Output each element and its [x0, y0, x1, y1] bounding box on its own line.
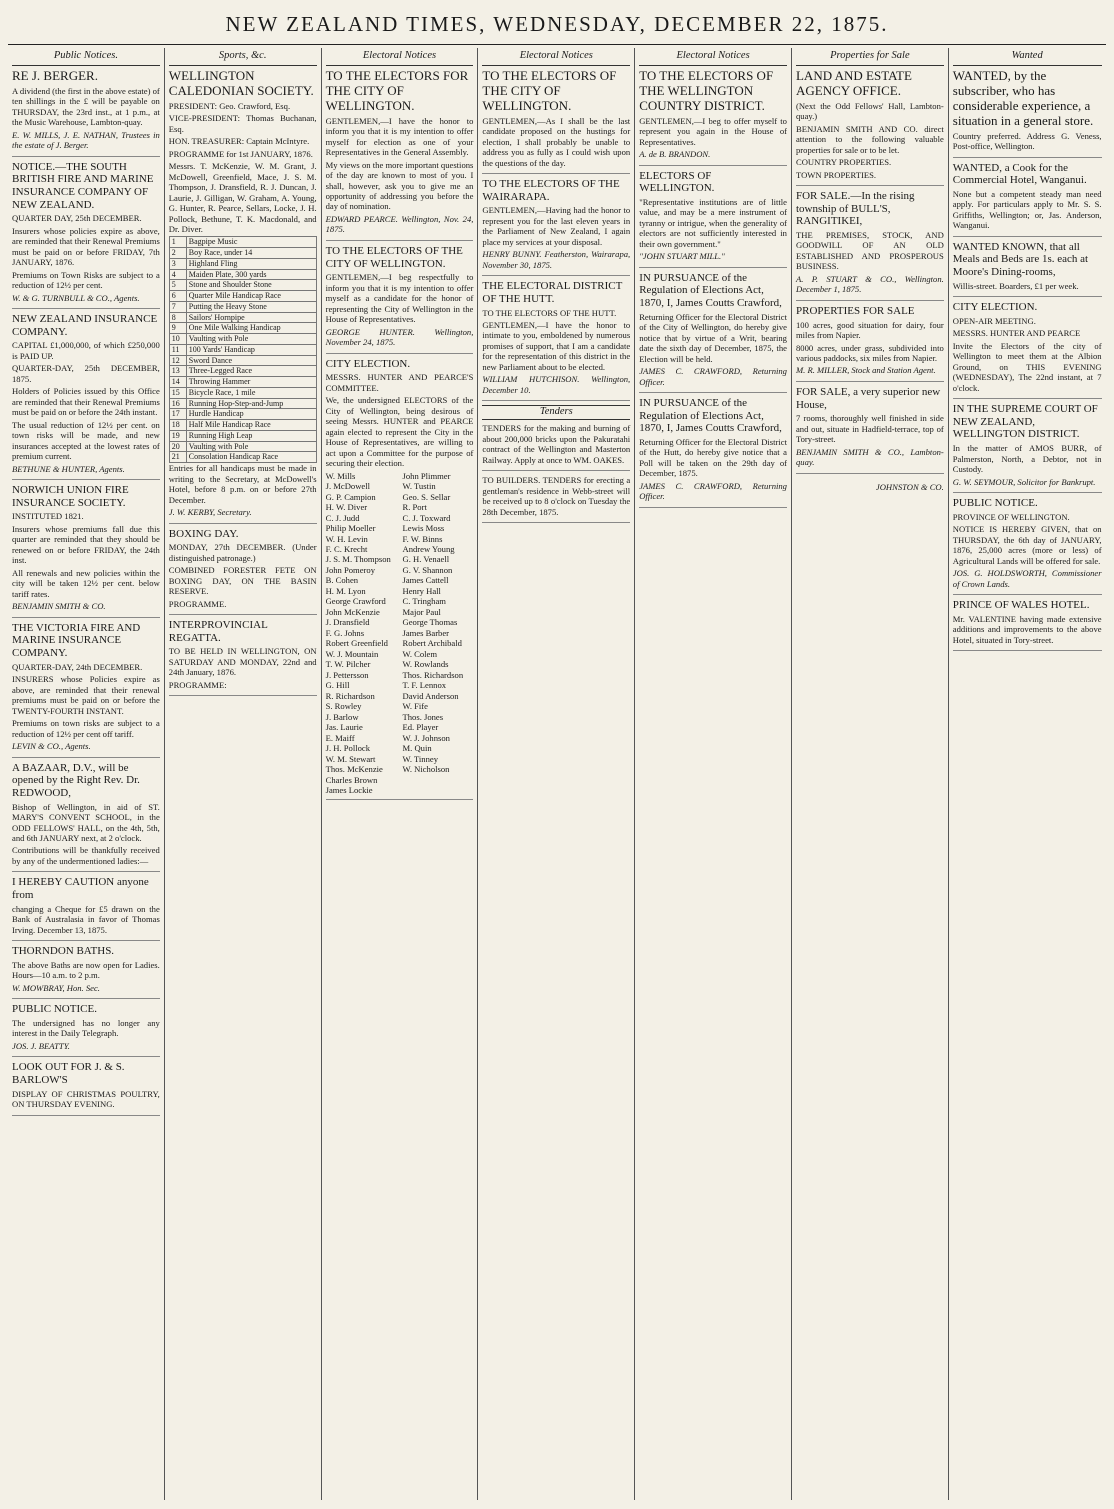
advertisement [169, 528, 317, 616]
advertisement [953, 301, 1102, 399]
committee-member: Thos. McKenzie [325, 764, 383, 775]
event-name: Running Hop-Step-and-Jump [186, 398, 316, 409]
advertisement-text: QUARTER DAY, 25th DECEMBER. [12, 213, 142, 224]
advertisement [12, 945, 160, 999]
advertisement-text: PROGRAMME. [168, 598, 227, 609]
committee-member: W. Fife [402, 701, 428, 712]
advertisement-text: Premiums on Town Risks are subject to a reduction of 12½ per cent. [12, 269, 160, 291]
signature: EDWARD PEARCE. Wellington, Nov. 24, 1875. [325, 213, 474, 235]
advertisement [639, 272, 787, 393]
committee-member: R. Port [402, 502, 427, 513]
committee-member: Lewis Moss [402, 523, 445, 534]
advertisement-text: My views on the more important questions of the day are known to most of you. I shall, however, ask you to give me an opportunity of addressing you before the day of nomination. [325, 159, 474, 212]
advertisement-text: TENDERS for the making and burning of about 200,000 bricks upon the Pakuratahi contract of the Wellington and Masterton Railway. Apply at once to WM. OAKES. [482, 423, 631, 465]
advertisement-title: PUBLIC NOTICE. [12, 1003, 97, 1016]
advertisement-text: VICE-PRESIDENT: Thomas Buchanan, Esq. [168, 113, 317, 134]
committee-member: Jas. Laurie [325, 722, 363, 733]
advertisement [12, 762, 160, 873]
event-name: Vaulting with Pole [186, 334, 316, 345]
column-4 [478, 48, 635, 1500]
advertisement-text: PRESIDENT: Geo. Crawford, Esq. [168, 100, 291, 111]
committee-member: J. H. Pollock [325, 743, 370, 754]
advertisement-title: TO THE ELECTORS OF THE WAIRARAPA. [482, 178, 620, 203]
column-7 [949, 48, 1106, 1500]
newspaper-columns [8, 48, 1106, 1500]
signature: G. W. SEYMOUR, Solicitor for Bankrupt. [952, 476, 1096, 487]
advertisement-text: Invite the Electors of the city of Wellington to meet them at the Albion Ground, on THIS EVENING (WEDNESDAY), The 22nd instant, at 7 o'clock. [952, 340, 1102, 393]
committee-names [326, 471, 474, 796]
advertisement-text: GENTLEMEN,—I have the honor to intimate to you, emboldened by numerous promises of support, that I am a candidate for the representation of this district in the new Parliament about to be elected. [482, 319, 631, 372]
committee-member: Robert Greenfield [325, 638, 388, 649]
advertisement-text: None but a competent steady man need apply. For particulars apply to Mr. S. S. Griffiths, Wellington; or, Jas. Anderson, Wanganui. [952, 188, 1102, 231]
signature: JAMES C. CRAWFORD, Returning Officer. [639, 480, 787, 502]
committee-member: G. P. Campion [325, 491, 376, 502]
event-name: Boy Race, under 14 [186, 248, 316, 259]
event-number: 20 [169, 441, 186, 452]
advertisement-text: Insurers whose premiums fall due this quarter are reminded that they should be renewed on or before FRIDAY, the 24th inst. [12, 523, 160, 566]
event-name: Consolation Handicap Race [186, 452, 316, 463]
advertisement [482, 280, 630, 401]
committee-member: Philip Moeller [325, 523, 376, 534]
advertisement-text: Insurers whose policies expire as above, are reminded that their Renewal Premiums must be paid on or before FRIDAY, 7th JANUARY, 1876. [12, 225, 160, 268]
event-number: 10 [169, 334, 186, 345]
advertisement [12, 313, 160, 480]
committee-member: W. Mills [325, 470, 356, 481]
event-number: 2 [169, 248, 186, 259]
committee-member: W. J. Mountain [325, 648, 379, 659]
advertisement [953, 497, 1102, 595]
committee-member: J. Pettersson [325, 669, 369, 680]
signature: LEVIN & CO., Agents. [12, 741, 91, 752]
advertisement-title: WANTED, by the subscriber, who has considerable experience, a situation in a general store. [952, 67, 1094, 128]
committee-member: John Pomeroy [325, 564, 376, 575]
advertisement-title: LOOK OUT FOR J. & S. BARLOW'S [12, 1061, 125, 1086]
advertisement-text: We, the undersigned ELECTORS of the City of Wellington, being desirous of seeing Messrs. HUNTER and PEARCE again elected to represent the City in the House of Representatives, are willing to act upon a Committee for the purpose of securing their election. [325, 395, 474, 469]
committee-member: W. Colem [402, 648, 438, 659]
column-heading: Electoral Notices [326, 48, 474, 66]
advertisement-title: IN PURSUANCE of the Regulation of Elections Act, 1870, I, James Coutts Crawford, [639, 271, 782, 310]
advertisement-text: Contributions will be thankfully received by any of the undermentioned ladies:— [12, 845, 160, 866]
event-number: 13 [169, 366, 186, 377]
advertisement-text: CAPITAL £1,000,000, of which £250,000 is PAID UP. [12, 340, 160, 361]
advertisement-text: INSTITUTED 1821. [12, 511, 84, 522]
advertisement-text: In the matter of AMOS BURR, of Palmerston, North, a Debtor, not in Custody. [952, 443, 1102, 475]
signature: JOS. G. HOLDSWORTH, Commissioner of Crown Lands. [952, 568, 1102, 589]
signature: BENJAMIN SMITH & CO., Lambton-quay. [795, 446, 944, 468]
advertisement-text: Holders of Policies issued by this Office are reminded that their Renewal Premiums must be paid on or before the 24th instant. [12, 386, 160, 418]
event-name: Stone and Shoulder Stone [186, 280, 316, 291]
committee-member: T. F. Lennox [402, 680, 447, 691]
event-name: Running High Leap [186, 430, 316, 441]
event-name: Throwing Hammer [186, 377, 316, 388]
column-6 [792, 48, 949, 1500]
advertisement-text: Returning Officer for the Electoral District of the City of Wellington, do hereby give notice that by virtue of a Writ, bearing date the sixth day of December, 1875, the Election will be held. [639, 311, 787, 364]
event-name: Bagpipe Music [186, 237, 316, 248]
advertisement-text: Willis-street. Boarders, £1 per week. [952, 280, 1079, 291]
committee-member: G. V. Shannon [402, 564, 453, 575]
signature: J. W. KERBY, Secretary. [168, 507, 252, 518]
committee-member: G. H. Venaell [402, 554, 450, 565]
advertisement [796, 386, 944, 474]
advertisement [12, 1061, 160, 1115]
advertisement-title: TO THE ELECTORS OF THE WELLINGTON COUNTRY DISTRICT. [639, 67, 774, 113]
event-number: 1 [169, 237, 186, 248]
column-5 [635, 48, 792, 1500]
advertisement-text: 100 acres, good situation for dairy, four miles from Napier. [795, 319, 944, 341]
committee-member: J. Barlow [325, 711, 359, 722]
event-number: 11 [169, 344, 186, 355]
officers-list: Messrs. T. McKenzie, W. M. Grant, J. McDowell, Greenfield, Mace, J. S. M. Thompson, J. Dransfield, R. J. Duncan, J. Laurie, J. Gilligan, W. Graham, A. Young, G. Hunter, R. Pearce, Sellars, Locke, J. H. Pollock, Bethune, T. K. Macdonald, and Dr. Diver. [168, 161, 317, 234]
advertisement-title: PROPERTIES FOR SALE [795, 304, 915, 317]
event-number: 4 [169, 269, 186, 280]
advertisement-title: CITY ELECTION. [952, 301, 1038, 314]
committee-member: Major Paul [402, 606, 441, 617]
advertisement-text: THE PREMISES, STOCK, AND GOODWILL OF AN OLD ESTABLISHED AND PROSPEROUS BUSINESS. [795, 229, 944, 272]
signature: W. & G. TURNBULL & CO., Agents. [12, 292, 140, 303]
event-number: 14 [169, 377, 186, 388]
event-name: Hurdle Handicap [186, 409, 316, 420]
committee-member: George Thomas [402, 617, 458, 628]
event-name: Putting the Heavy Stone [186, 301, 316, 312]
advertisement-text: changing a Cheque for £5 drawn on the Bank of Australasia in favor of Thomas Irving. December 13, 1875. [12, 903, 160, 935]
advertisement [12, 622, 160, 758]
signature: W. MOWBRAY, Hon. Sec. [12, 982, 100, 993]
names-left [326, 471, 397, 796]
committee-member: W. M. Stewart [325, 753, 376, 764]
advertisement-text: COUNTRY PROPERTIES. [795, 157, 892, 168]
advertisement [796, 305, 944, 382]
advertisement-title: CITY ELECTION. [325, 357, 411, 370]
event-name: Sailors' Hornpipe [186, 312, 316, 323]
committee-member: Charles Brown [325, 774, 378, 785]
advertisement-text: BENJAMIN SMITH AND CO. direct attention to the following valuable properties for sale or to be let. [795, 123, 944, 155]
committee-member: G. Hill [325, 680, 350, 691]
committee-member: James Lockie [325, 785, 373, 796]
advertisement-text: HON. TREASURER: Captain McIntyre. [168, 136, 310, 147]
column-heading: Electoral Notices [639, 48, 787, 66]
event-number: 16 [169, 398, 186, 409]
advertisement-title: BOXING DAY. [168, 527, 239, 540]
advertisement-title: LAND AND ESTATE AGENCY OFFICE. [795, 67, 912, 98]
advertisement-title: TO THE ELECTORS FOR THE CITY OF WELLINGTON. [325, 67, 469, 113]
committee-member: John Plimmer [402, 470, 451, 481]
signature: "JOHN STUART MILL." [639, 251, 725, 262]
advertisement-title: NORWICH UNION FIRE INSURANCE SOCIETY. [12, 484, 129, 509]
advertisement [953, 403, 1102, 493]
advertisement-title: RE J. BERGER. [12, 67, 98, 83]
advertisement-text: MESSRS. HUNTER AND PEARCE [952, 328, 1081, 339]
advertisement-title: THORNDON BATHS. [12, 945, 115, 958]
event-number: 21 [169, 452, 186, 463]
advertisement-text: MESSRS. HUNTER AND PEARCE'S COMMITTEE. [325, 372, 474, 393]
advertisement-text: OPEN-AIR MEETING. [952, 315, 1036, 326]
advertisement [639, 69, 787, 166]
committee-member: Thos. Richardson [402, 669, 464, 680]
committee-member: F. C. Krecht [325, 544, 368, 554]
column-1 [8, 48, 165, 1500]
signature: JAMES C. CRAWFORD, Returning Officer. [639, 366, 787, 387]
advertisement-text: COMBINED FORESTER FETE ON BOXING DAY, ON THE BASIN RESERVE. [168, 565, 317, 597]
signature: BETHUNE & HUNTER, Agents. [12, 463, 125, 474]
column-heading: Electoral Notices [482, 48, 630, 66]
event-number: 12 [169, 355, 186, 366]
event-name: 100 Yards' Handicap [186, 344, 316, 355]
advertisement-text: PROVINCE OF WELLINGTON. [952, 511, 1070, 522]
advertisement [953, 241, 1102, 297]
event-number: 18 [169, 420, 186, 431]
advertisement [12, 484, 160, 618]
advertisement-title: I HEREBY CAUTION anyone from [12, 876, 149, 902]
signature: JOHNSTON & CO. [875, 482, 944, 493]
events-table [169, 236, 317, 463]
column-2 [165, 48, 322, 1500]
advertisement-text: PROGRAMME: [168, 679, 227, 690]
committee-member: C. J. Toxward [402, 512, 451, 523]
column-heading: Wanted [953, 48, 1102, 66]
advertisement [796, 190, 944, 301]
signature: BENJAMIN SMITH & CO. [12, 601, 106, 612]
signature: JOS. J. BEATTY. [12, 1040, 70, 1051]
advertisement [12, 1003, 160, 1057]
committee-member: J. S. M. Thompson [325, 554, 391, 565]
section-label: Tenders [482, 405, 630, 420]
advertisement [326, 69, 474, 241]
advertisement-title: TO THE ELECTORS OF THE CITY OF WELLINGTON. [482, 67, 617, 113]
advertisement-text: Bishop of Wellington, in aid of ST. MARY'S CONVENT SCHOOL, in the ODD FELLOWS' HALL, on the 4th, 5th, and 6th JANUARY next, at 2 o'clock. [12, 801, 160, 843]
advertisement [482, 475, 630, 523]
committee-member: W. Rowlands [402, 659, 449, 670]
advertisement-text: QUARTER-DAY, 25th DECEMBER, 1875. [12, 363, 160, 384]
signature: E. W. MILLS, J. E. NATHAN, Trustees in the estate of J. Berger. [12, 129, 160, 151]
signature: GEORGE HUNTER. Wellington, November 24, 1875. [325, 326, 474, 348]
committee-member: Ed. Player [402, 722, 439, 733]
committee-member: J. McDowell [325, 481, 370, 492]
advertisement-title: NOTICE.—THE SOUTH BRITISH FIRE AND MARINE INSURANCE COMPANY OF NEW ZEALAND. [12, 160, 154, 211]
advertisement-text: MONDAY, 27th DECEMBER. (Under distinguished patronage.) [168, 542, 317, 563]
advertisement-title: ELECTORS OF WELLINGTON. [639, 169, 715, 195]
advertisement-text: A dividend (the first in the above estate) of ten shillings in the £ will be payable on THURSDAY, the 23rd inst., at 1 p.m., at the Music Warehouse, Lambton-quay. [12, 85, 160, 128]
advertisement [169, 619, 317, 696]
committee-member: Thos. Jones [402, 711, 444, 722]
advertisement-title: NEW ZEALAND INSURANCE COMPANY. [12, 313, 158, 338]
advertisement [953, 69, 1102, 158]
committee-member: W. H. Levin [325, 533, 368, 544]
advertisement-title: INTERPROVINCIAL REGATTA. [168, 619, 268, 644]
committee-member: John McKenzie [325, 606, 380, 617]
committee-member: George Crawford [325, 596, 386, 607]
advertisement-text: GENTLEMEN,—As I shall be the last candidate proposed on the hustings for election, I shall probably be unable to address you as fully as I could wish upon the questions of the day. [482, 115, 631, 168]
signature: A. P. STUART & CO., Wellington. December 1, 1875. [795, 273, 944, 295]
event-name: Maiden Plate, 300 yards [186, 269, 316, 280]
committee-member: James Barber [402, 627, 450, 638]
event-number: 6 [169, 291, 186, 302]
committee-member: Andrew Young [402, 544, 455, 554]
advertisement-title: THE VICTORIA FIRE AND MARINE INSURANCE COMPANY. [12, 621, 141, 660]
event-number: 8 [169, 312, 186, 323]
column-heading: Public Notices. [12, 48, 160, 66]
column-heading: Sports, &c. [169, 48, 317, 66]
advertisement-text: TO BUILDERS. TENDERS for erecting a gentleman's residence in Webb-street will be received up to 8 o'clock on Tuesday the 28th December, 1875. [482, 475, 631, 517]
advertisement [12, 161, 160, 309]
advertisement [12, 69, 160, 157]
advertisement-text: GENTLEMEN,—I have the honor to inform you that it is my intention to offer myself for election as one of your Representatives in the General Assembly. [325, 115, 474, 158]
advertisement [639, 170, 787, 268]
advertisement-text: Country preferred. Address G. Veness, Post-office, Wellington. [952, 130, 1102, 152]
event-number: 7 [169, 301, 186, 312]
advertisement-text: Premiums on town risks are subject to a reduction of 12½ per cent off tariff. [12, 718, 160, 739]
advertisement [953, 162, 1102, 237]
event-name: Three-Legged Race [186, 366, 316, 377]
committee-member: E. Maiff [325, 732, 355, 743]
advertisement-title: WANTED KNOWN, that all Meals and Beds are 1s. each at Moore's Dining-rooms, [952, 240, 1089, 279]
advertisement-text: TO BE HELD IN WELLINGTON, ON SATURDAY AND MONDAY, 22nd and 24th January, 1876. [168, 646, 317, 678]
advertisement [482, 69, 630, 174]
advertisement [639, 397, 787, 508]
signature: HENRY BUNNY. Featherston, Wairarapa, November 30, 1875. [482, 249, 631, 270]
masthead: NEW ZEALAND TIMES, WEDNESDAY, DECEMBER 22, 1875. [225, 12, 889, 36]
advertisement-title: WANTED, a Cook for the Commercial Hotel, Wanganui. [952, 161, 1087, 187]
event-number: 3 [169, 258, 186, 269]
event-name: One Mile Walking Handicap [186, 323, 316, 334]
advertisement [326, 245, 474, 354]
advertisement-title: PUBLIC NOTICE. [952, 497, 1038, 510]
advertisement-title: IN THE SUPREME COURT OF NEW ZEALAND, WELLINGTON DISTRICT. [952, 403, 1098, 441]
advertisement-text: 8000 acres, under grass, subdivided into various paddocks, six miles from Napier. [795, 342, 944, 363]
advertisement-text: GENTLEMEN,—I beg respectfully to inform you that it is my intention to offer myself as a candidate for the honor of representing the City of Wellington in the House of Representatives. [325, 272, 474, 325]
advertisement [796, 69, 944, 186]
signature: A. de B. BRANDON. [639, 149, 711, 160]
advertisement-text: (Next the Odd Fellows' Hall, Lambton-quay.) [795, 100, 944, 122]
event-number: 17 [169, 409, 186, 420]
committee-member: H. M. Lyon [325, 585, 366, 596]
advertisement-text: Returning Officer for the Electoral District of the Hutt, do hereby give notice that a Poll will be taken on the 29th day of December, 1875. [639, 436, 787, 479]
committee-member: Geo. S. Sellar [402, 491, 451, 502]
committee-member: Robert Archibald [402, 638, 462, 649]
committee-member: M. Quin [402, 743, 432, 754]
advertisement-title: THE ELECTORAL DISTRICT OF THE HUTT. [482, 280, 623, 305]
advertisement-text: PROGRAMME for 1st JANUARY, 1876. [168, 148, 313, 159]
advertisement-text: TO THE ELECTORS OF THE HUTT. [482, 307, 617, 318]
event-name: Vaulting with Pole [186, 441, 316, 452]
advertisement-title: FOR SALE.—In the rising township of BULL'S, RANGITIKEI, [795, 190, 915, 228]
advertisement-text: The above Baths are now open for Ladies. Hours—10 a.m. to 2 p.m. [12, 959, 160, 981]
advertisement [953, 599, 1102, 651]
committee-member: W. Nicholson [402, 764, 450, 775]
entries-note: Entries for all handicaps must be made in writing to the Secretary, at McDowell's Hotel, before 8 p.m. on or before 27th December. [168, 463, 317, 505]
committee-member: J. Dransfield [325, 617, 370, 628]
signature: WILLIAM HUTCHISON. Wellington, December 10. [482, 374, 631, 395]
column-heading: Properties for Sale [796, 48, 944, 66]
advertisement-text: NOTICE IS HEREBY GIVEN, that on THURSDAY, the 6th day of JANUARY, 1876, 25,000 acres (more or less) of Agricultural Lands will be offered for sale. [952, 524, 1102, 566]
advertisement-text: Mr. VALENTINE having made extensive additions and improvements to the above Hotel, situated in Tory-street. [952, 613, 1102, 645]
committee-member: James Cattell [402, 575, 449, 586]
advertisement-title: PRINCE OF WALES HOTEL. [952, 599, 1090, 612]
committee-member: T. W. Pilcher [325, 659, 371, 670]
advertisement-title: IN PURSUANCE of the Regulation of Elections Act, 1870, I, James Coutts Crawford, [639, 397, 782, 435]
event-name: Bicycle Race, 1 mile [186, 387, 316, 398]
advertisement [12, 876, 160, 941]
committee-member: C. Tringham [402, 596, 446, 607]
committee-member: F. W. Binns [402, 533, 443, 544]
masthead-rule [8, 44, 1106, 45]
advertisement [482, 178, 630, 276]
advertisement-text: The usual reduction of 12½ per cent. on town risks will be made, and new insurances accepted at the lowest rates of premium current. [12, 419, 160, 462]
event-number: 19 [169, 430, 186, 441]
advertisement [326, 358, 474, 800]
signature: M. R. MILLER, Stock and Station Agent. [795, 365, 936, 376]
advertisement-text: GENTLEMEN,—Having had the honor to represent you for the last eleven years in the Parliament of New Zealand, I again place my services at your disposal. [482, 205, 631, 247]
event-name: Highland Fling [186, 258, 316, 269]
advertisement-title: A BAZAAR, D.V., will be opened by the Right Rev. Dr. REDWOOD, [12, 761, 140, 799]
advertisement-text: The undersigned has no longer any interest in the Daily Telegraph. [12, 1017, 160, 1039]
advertisement-text: DISPLAY OF CHRISTMAS POULTRY, ON THURSDAY EVENING. [12, 1088, 160, 1110]
advertisement-title: WELLINGTON CALEDONIAN SOCIETY. [168, 67, 314, 98]
event-number: 5 [169, 280, 186, 291]
advertisement-title: FOR SALE, a very superior new House, [795, 385, 941, 411]
event-name: Half Mile Handicap Race [186, 420, 316, 431]
event-name: Quarter Mile Handicap Race [186, 291, 316, 302]
committee-member: C. J. Judd [325, 512, 360, 523]
committee-member: W. Tinney [402, 753, 439, 764]
committee-member: David Anderson [402, 690, 459, 701]
advertisement-text: QUARTER-DAY, 24th DECEMBER. [12, 661, 143, 672]
committee-member: S. Rowley [325, 701, 362, 712]
advertisement-text: GENTLEMEN,—I beg to offer myself to represent you again in the House of Representatives. [639, 115, 787, 147]
names-right [403, 471, 474, 796]
advertisement-text: TOWN PROPERTIES. [795, 169, 877, 180]
advertisement [482, 423, 630, 471]
advertisement-text: "Representative institutions are of little value, and may be a mere instrument of tyranny or intrigue, when the generality of electors are not sufficiently interested in their own government." [639, 196, 787, 249]
committee-member: R. Richardson [325, 690, 375, 701]
advertisement [169, 69, 317, 524]
advertisement-text: INSURERS whose Policies expire as above, are reminded that their renewal premiums must be paid on or before the TWENTY-FOURTH INSTANT. [12, 674, 160, 716]
event-number: 9 [169, 323, 186, 334]
committee-member: Henry Hall [402, 585, 441, 596]
column-3 [322, 48, 479, 1500]
event-name: Sword Dance [186, 355, 316, 366]
advertisement-text: All renewals and new policies within the city will be taken 12½ per cent. below tariff rates. [12, 567, 160, 599]
event-number: 15 [169, 387, 186, 398]
committee-member: W. J. Johnson [402, 732, 450, 743]
advertisement-title: TO THE ELECTORS OF THE CITY OF WELLINGTON. [325, 244, 463, 270]
committee-member: B. Cohen [325, 575, 359, 586]
committee-member: F. G. Johns [325, 627, 365, 638]
committee-member: H. W. Diver [325, 502, 368, 513]
committee-member: W. Tustin [402, 481, 436, 492]
advertisement-text: 7 rooms, thoroughly well finished in side and out, situate in Hadfield-terrace, top of Tory-street. [795, 413, 944, 445]
